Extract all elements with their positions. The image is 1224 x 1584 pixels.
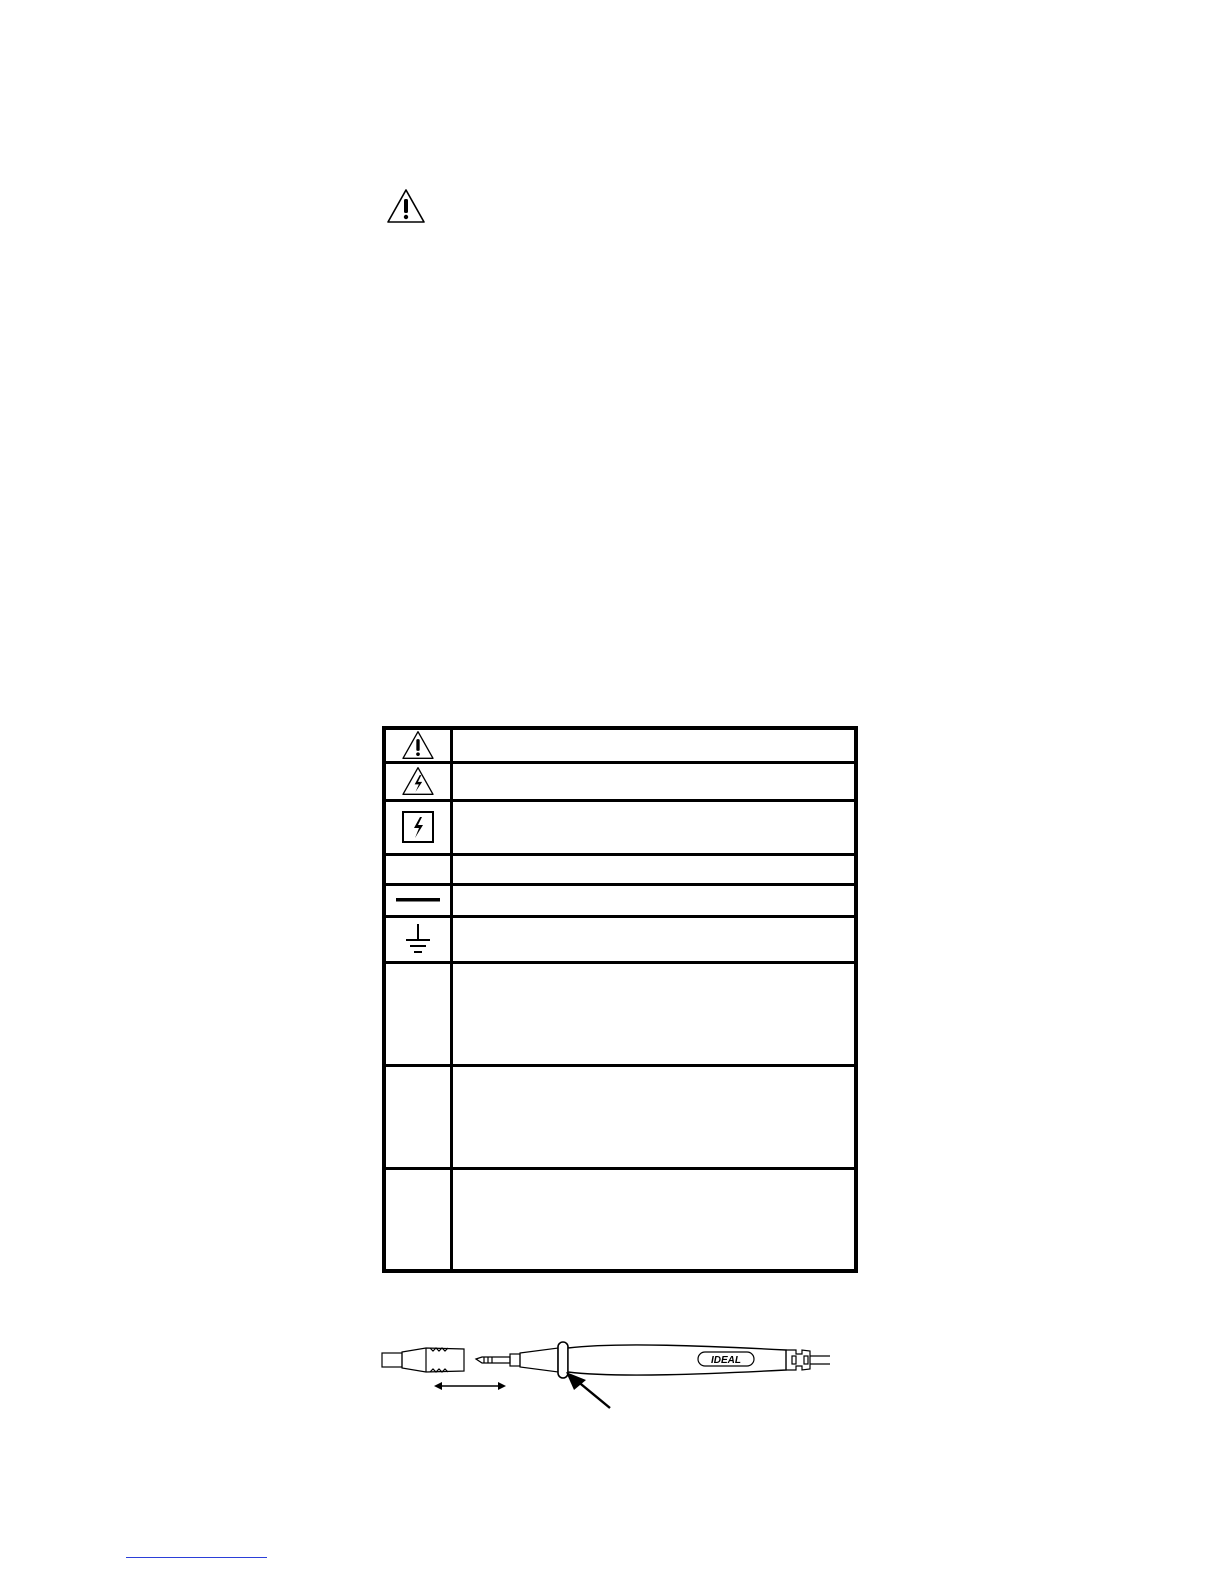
table-row (384, 916, 856, 962)
symbol-description (452, 762, 857, 800)
probe-strain-relief (786, 1350, 810, 1370)
table-row (384, 762, 856, 800)
table-row (384, 884, 856, 916)
double-arrow-icon (434, 1382, 506, 1390)
symbols-table (382, 726, 858, 1273)
electric-shock-triangle-icon (401, 766, 435, 796)
symbol-description (452, 800, 857, 854)
table-row (384, 1065, 856, 1168)
probe-brand-label: IDEAL (711, 1355, 741, 1366)
symbol-description (452, 916, 857, 962)
symbol-description (452, 1168, 857, 1271)
symbol-description (452, 728, 857, 762)
symbol-cell-empty (384, 1065, 452, 1168)
test-probe-illustration (378, 1334, 838, 1412)
symbol-description (452, 884, 857, 916)
symbol-cell-empty (384, 1168, 452, 1271)
table-row (384, 854, 856, 884)
probe-cap (382, 1348, 464, 1372)
symbol-description (452, 1065, 857, 1168)
table-row (384, 800, 856, 854)
symbol-description (452, 962, 857, 1065)
symbol-description (452, 854, 857, 884)
symbol-cell-empty (384, 962, 452, 1065)
warning-triangle-icon (386, 188, 426, 224)
table-row (384, 1168, 856, 1271)
footnote-rule (126, 1557, 267, 1558)
earth-ground-icon (404, 922, 432, 956)
hazardous-voltage-box-icon (401, 810, 435, 844)
pointer-arrow-icon (566, 1372, 610, 1408)
probe-tip (476, 1348, 558, 1372)
warning-triangle-icon (401, 730, 435, 760)
table-row (384, 962, 856, 1065)
dc-line-icon (396, 895, 440, 905)
symbol-cell-empty (384, 854, 452, 884)
table-row (384, 728, 856, 762)
